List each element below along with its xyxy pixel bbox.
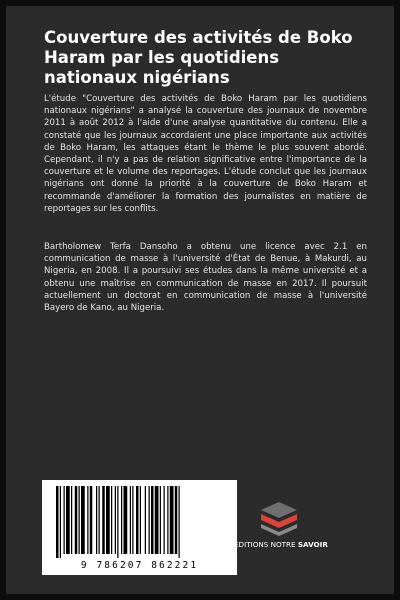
barcode-bar [160, 486, 161, 554]
barcode-bar [102, 486, 105, 554]
publisher-name-bold: SAVOIR [297, 540, 328, 549]
isbn-barcode [42, 480, 237, 575]
barcode-bar [106, 486, 110, 554]
barcode-bar [81, 486, 85, 554]
barcode-bars [42, 480, 237, 560]
book-summary: L'étude "Couverture des activités de Boko Haram par les quotidiens nationaux nigérians" a analysé la couverture des journaux de novembre 2011 à août 2012 à l'aide d'une analyse quantitative du contenu. Elle a constaté que les journaux accordaient une place importante aux activités de Boko Haram, les attaques étant le thème le plus souvent abordé. Cependant, il n'y a pas de relation significative entre l'importance de la couverture et le volume des reportages. L'étude conclut que les journaux nigérians ont donné la priorité à la couverture de Boko Haram et recommande d'améliorer la formation des journalistes en matière de reportages sur les conflits. [44, 94, 367, 214]
barcode-bar [170, 486, 174, 554]
barcode-bar [167, 486, 168, 554]
barcode-bar [136, 486, 139, 554]
bottom-edge-shadow [0, 594, 400, 600]
barcode-bar [179, 486, 180, 558]
barcode-bar [71, 486, 72, 554]
right-edge-shadow [394, 0, 400, 600]
barcode-bar [64, 486, 65, 554]
stacked-books-icon [257, 500, 301, 536]
barcode-bar [79, 486, 80, 554]
barcode-bar [121, 486, 122, 554]
barcode-bar [132, 486, 133, 554]
barcode-bar [164, 486, 165, 554]
top-edge-shadow [0, 0, 400, 6]
barcode-bar [145, 486, 146, 554]
book-title: Couverture des activités de Boko Haram par les quotidiens nationaux nigérians [44, 28, 353, 87]
barcode-bar [151, 486, 154, 554]
barcode-bar [75, 486, 78, 554]
barcode-bar [99, 486, 100, 554]
isbn-number: 9 786207 862221 [80, 560, 199, 571]
barcode-bar [130, 486, 131, 554]
barcode-bar [111, 486, 112, 554]
barcode-bar [175, 486, 178, 554]
barcode-bar [124, 486, 128, 554]
barcode-bar [115, 486, 116, 554]
barcode-bar [60, 486, 61, 558]
publisher-name [234, 540, 354, 550]
barcode-bar [66, 486, 70, 554]
left-edge-shadow [0, 0, 6, 600]
barcode-bar [87, 486, 88, 554]
barcode-bar [56, 486, 59, 558]
barcode-bar [155, 486, 159, 554]
barcode-bar [117, 486, 118, 558]
barcode-bar [96, 486, 97, 554]
author-bio: Bartholomew Terfa Dansoho a obtenu une licence avec 2.1 en communication de masse à l'université d'État de Benue, à Makurdi, au Nigeria, en 2008. Il a poursuivi ses études dans la même université et a obtenu une maîtrise en communication de masse en 2017. Il poursuit actuellement un doctorat en communication de masse à l'université Bayero de Kano, au Nigeria. [44, 242, 367, 314]
barcode-bar [90, 486, 93, 554]
publisher-name-regular: EDITIONS NOTRE [234, 540, 298, 549]
barcode-bar [149, 486, 150, 554]
barcode-bar [140, 486, 141, 554]
